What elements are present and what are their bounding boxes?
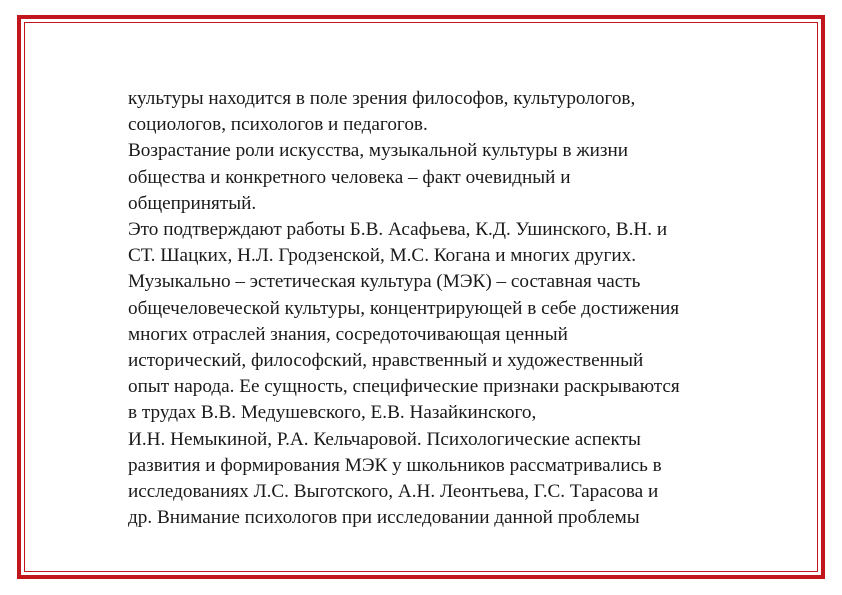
text-line: опыт народа. Ее сущность, специфические признаки раскрываются [128,376,680,398]
text-line: развития и формирования МЭК у школьников рассматривались в [128,454,662,476]
text-line: др. Внимание психологов при исследовании данной проблемы [128,507,640,529]
text-line: культуры находится в поле зрения философов, культурологов, [128,88,636,109]
text-line: Музыкально – эстетическая культура (МЭК) – составная часть [128,271,641,293]
text-line: Это подтверждают работы Б.В. Асафьева, К.Д. Ушинского, В.Н. и [128,219,668,241]
text-line: исследованиях Л.С. Выготского, А.Н. Леонтьева, Г.С. Тарасова и [128,481,659,503]
text-line: И.Н. Немыкиной, Р.А. Кельчаровой. Психологические аспекты [128,428,641,450]
text-line: исторический, философский, нравственный и художественный [128,350,644,372]
text-line: многих отраслей знания, сосредоточивающая ценный [128,323,568,345]
text-line: общечеловеческой культуры, концентрирующей в себе достижения [128,297,680,319]
text-line: в трудах В.В. Медушевского, Е.В. Назайкинского, [128,402,537,424]
text-line: СТ. Шацких, Н.Л. Гродзенской, М.С. Когана и многих других. [128,245,637,267]
text-line: социологов, психологов и педагогов. [128,114,428,136]
text-line: общепринятый. [128,192,257,214]
text-line: Возрастание роли искусства, музыкальной культуры в жизни [128,140,628,162]
slide-text-block [128,86,768,531]
text-line: общества и конкретного человека – факт очевидный и [128,166,571,188]
